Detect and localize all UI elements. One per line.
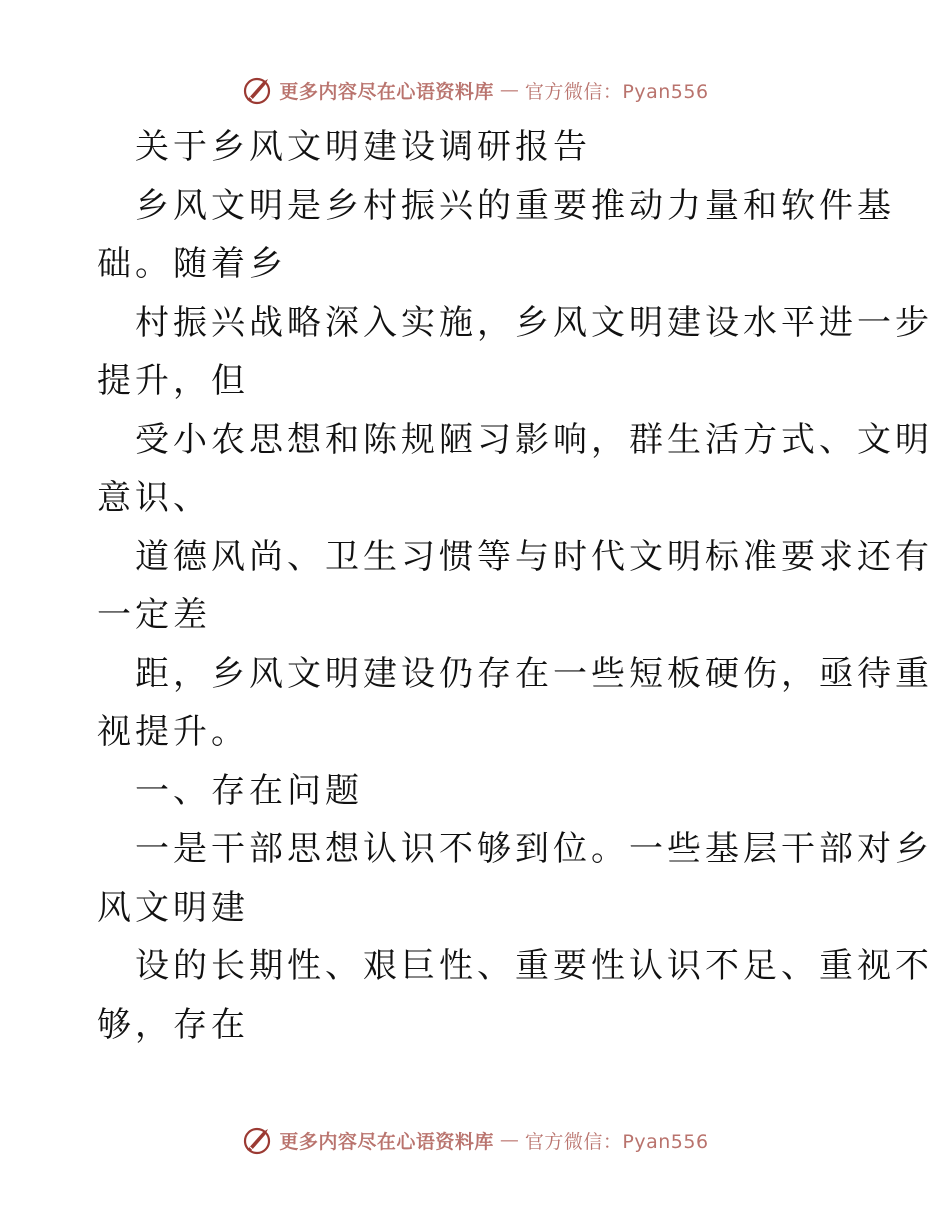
text-line: 村振兴战略深入实施，乡风文明建设水平进一步 bbox=[135, 302, 933, 343]
text-line: 一定差 bbox=[97, 595, 211, 635]
text-line: 一、存在问题 bbox=[135, 770, 363, 811]
text-line: 视提升。 bbox=[97, 712, 249, 752]
footer-banner bbox=[0, 1120, 950, 1160]
quill-pen-logo-icon bbox=[241, 1124, 273, 1156]
header-banner bbox=[0, 70, 950, 110]
banner-wechat-label: 官方微信：Pyan556 bbox=[524, 80, 709, 103]
text-line: 关于乡风文明建设调研报告 bbox=[135, 127, 591, 167]
text-line: 一是干部思想认识不够到位。一些基层干部对乡 bbox=[135, 829, 933, 869]
text-line: 受小农思想和陈规陋习影响，群生活方式、文明 bbox=[135, 419, 933, 460]
text-line: 设的长期性、艰巨性、重要性认识不足、重视不 bbox=[135, 946, 933, 986]
text-line: 道德风尚、卫生习惯等与时代文明标准要求还有 bbox=[135, 536, 933, 577]
text-line: 意识、 bbox=[97, 478, 211, 518]
footer-slogan: 更多内容尽在心语资料库 bbox=[279, 1130, 494, 1153]
quill-pen-logo-icon bbox=[241, 74, 273, 106]
banner-separator: — bbox=[499, 79, 519, 101]
text-line: 乡风文明是乡村振兴的重要推动力量和软件基 bbox=[135, 185, 895, 226]
text-line: 距，乡风文明建设仍存在一些短板硬伤，亟待重 bbox=[135, 653, 933, 694]
text-line: 础。随着乡 bbox=[97, 244, 287, 284]
document-body bbox=[97, 118, 933, 1054]
text-line: 提升，但 bbox=[97, 361, 249, 401]
banner-slogan: 更多内容尽在心语资料库 bbox=[279, 80, 494, 103]
text-line: 风文明建 bbox=[97, 887, 249, 928]
text-line: 够，存在 bbox=[97, 1004, 249, 1045]
footer-separator: — bbox=[499, 1129, 519, 1151]
footer-wechat-label: 官方微信：Pyan556 bbox=[524, 1130, 709, 1153]
